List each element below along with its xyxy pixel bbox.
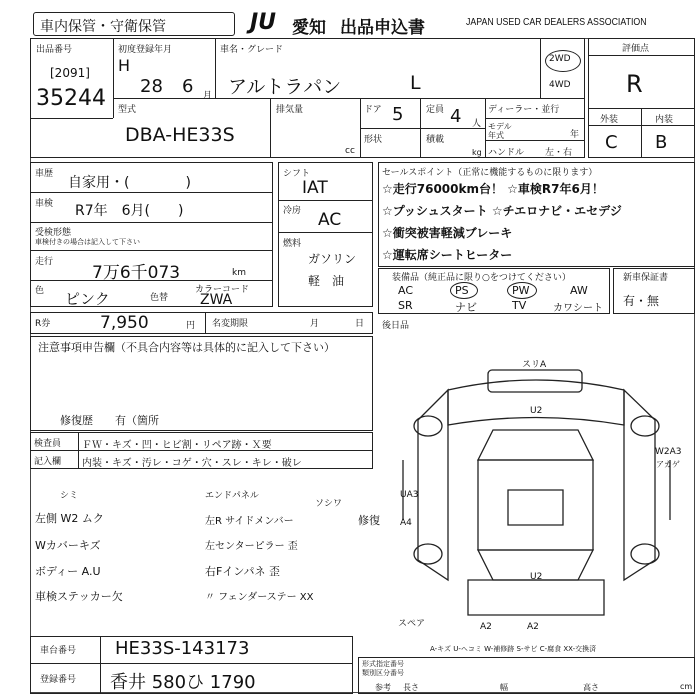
sales-line2: ☆プッシュスタート ☆チエロナビ・エセデジ	[382, 204, 622, 218]
exterior-grade: C	[605, 132, 618, 153]
equip-pw: PW	[512, 284, 530, 297]
note-7: Wカバーキズ	[35, 539, 101, 552]
equip-pw-circle	[507, 282, 537, 299]
org-name: 愛知	[292, 18, 326, 38]
diagram-a2-right: A2	[527, 622, 539, 632]
exhibit-no: 35244	[36, 86, 106, 111]
note-2: エンドパネル	[205, 491, 259, 501]
eval-score: R	[626, 70, 643, 98]
history-value: 自家用・( )	[68, 175, 191, 191]
day-label: 日	[355, 319, 365, 329]
equip-aw: AW	[570, 284, 588, 297]
handle-options: 左・右	[545, 148, 573, 158]
grade: L	[410, 72, 421, 94]
displacement-label: 排気量	[276, 105, 304, 115]
notes-title: 注意事項申告欄（不具合内容等は具体的に記入して下さい）	[38, 341, 335, 354]
recycle-label: R券	[35, 319, 51, 329]
shift-label: シフト	[283, 169, 311, 179]
note-9: ボディー A.U	[35, 565, 101, 578]
shift-value: IAT	[302, 178, 328, 198]
dealer-label: ディーラー・並行	[488, 105, 560, 115]
sales-points-title: セールスポイント（正常に機能するものに限ります）	[382, 168, 598, 178]
logo: JU	[250, 10, 277, 35]
model-label: 型式	[118, 105, 137, 115]
note-4: 左側 W2 ムク	[35, 512, 104, 525]
cm-unit: cm	[680, 682, 693, 691]
warranty-options: 有・無	[623, 294, 660, 308]
receive-note: 車検付きの場合は記入して下さい	[35, 238, 140, 246]
inspector-row1: ＦＷ・キズ・凹・ヒビ割・リペア跡・Ｘ要	[82, 440, 272, 451]
height-label: 高さ	[583, 683, 599, 692]
month-label: 月	[310, 319, 320, 329]
inspection-label: 車検	[35, 199, 54, 209]
eval-label: 評価点	[622, 44, 650, 54]
inspection-value: R7年 6月( )	[75, 203, 184, 219]
equip-ac: AC	[398, 284, 414, 297]
type-cert-label: 形式指定番号	[362, 660, 404, 668]
door-value: 5	[392, 104, 404, 125]
note-11: 車検ステッカー欠	[35, 590, 123, 603]
plate-label: 登録番号	[40, 675, 77, 685]
diagram-left-label1: UA3	[400, 490, 419, 500]
diagram-top-label: スリA	[522, 360, 547, 370]
equip-tv: TV	[512, 299, 527, 312]
warranty-label: 新車保証書	[623, 273, 669, 283]
diagram-left-label2: A4	[400, 518, 412, 528]
storage-label-box	[33, 12, 235, 36]
sales-line4: ☆運転席シートヒーター	[382, 248, 513, 262]
fuel-label: 燃料	[283, 239, 302, 249]
model-year-label2: 年式	[488, 131, 504, 140]
mileage-label: 走行	[35, 257, 54, 267]
equip-navi: ナビ	[455, 301, 477, 314]
load-label: 積載	[426, 135, 445, 145]
chassis-label: 車台番号	[40, 646, 77, 656]
equipment-title: 装備品（純正品に限り○をつけてください）	[392, 273, 571, 283]
door-label: ドア	[364, 105, 382, 115]
model-code: DBA-HE33S	[125, 124, 235, 146]
aircon-value: AC	[318, 210, 342, 230]
model-year-label1: モデル	[488, 122, 512, 131]
diagram-right-label1: W2A3	[655, 447, 682, 457]
inspector-label: 検査員	[34, 439, 62, 449]
note-1: シミ	[60, 491, 79, 501]
km-unit: km	[232, 268, 246, 278]
reg-month: 6	[182, 76, 194, 97]
exterior-label: 外装	[600, 115, 619, 125]
class-label: 類別区分番号	[362, 669, 404, 677]
equip-ps-circle	[450, 282, 478, 299]
plate-value: 香井 580ひ 1790	[110, 672, 256, 693]
diagram-right-label2: アカゲ	[656, 460, 680, 469]
exhibit-no-label: 出品番号	[36, 45, 73, 55]
equip-sr: SR	[398, 299, 413, 312]
month-unit: 月	[203, 91, 213, 101]
ref-label: 参考	[375, 683, 391, 692]
mileage-value: 7万6千073	[92, 263, 181, 283]
note-8: 左センターピラー 歪	[205, 541, 298, 552]
color-code-label: カラーコード	[195, 285, 250, 295]
diagram-a2-left: A2	[480, 622, 492, 632]
english-title: JAPAN USED CAR DEALERS ASSOCIATION	[466, 17, 647, 28]
note-10: 右Fインパネ 歪	[205, 565, 281, 578]
car-name-label: 車名・グレード	[220, 45, 284, 55]
color-change-label: 色替	[150, 293, 169, 303]
storage-label: 車内保管・守衛保管	[40, 19, 166, 35]
recycle-row	[30, 312, 373, 334]
fuel-diesel: 軽 油	[308, 274, 345, 288]
rear-label: 後日品	[382, 321, 410, 331]
car-diagram	[378, 330, 695, 635]
yen-unit: 円	[186, 321, 196, 331]
shape-label: 形状	[364, 135, 383, 145]
sales-line1: ☆走行76000km台！ ☆車検R7年6月！	[382, 182, 604, 196]
drive-4wd: 4WD	[549, 80, 571, 90]
chassis-value: HE33S-143173	[115, 638, 250, 659]
diagram-legend: A-キズ U-ヘコミ W-補修跡 S-サビ C-腐食 XX-交換済	[430, 645, 597, 653]
note-12: 〃 フェンダーステー XX	[205, 592, 314, 603]
kg-unit: kg	[472, 148, 482, 157]
capacity-unit: 人	[472, 119, 482, 129]
history-label: 車歴	[35, 169, 54, 179]
length-label: 長さ	[403, 683, 419, 692]
diagram-spare-label: スペア	[398, 619, 426, 629]
name-change-label: 名変期限	[212, 319, 249, 329]
equip-ps: PS	[455, 284, 469, 297]
cc-unit: cc	[345, 146, 355, 156]
note-5: 左R サイドメンバー	[205, 516, 294, 527]
car-name: アルトラパン	[228, 76, 342, 98]
equip-leather: カワシート	[553, 303, 603, 314]
aircon-label: 冷房	[283, 206, 302, 216]
drive-2wd: 2WD	[549, 54, 571, 64]
recycle-value: 7,950	[100, 313, 149, 333]
capacity-label: 定員	[426, 105, 445, 115]
interior-label: 内装	[655, 115, 674, 125]
receive-label: 受検形態	[35, 228, 72, 238]
reg-year: 28	[140, 76, 163, 97]
color-value: ピンク	[65, 290, 110, 308]
sales-line3: ☆衝突被害軽減ブレーキ	[382, 226, 513, 240]
diagram-rear-label: U2	[530, 572, 543, 582]
diagram-mid-label: U2	[530, 406, 543, 416]
interior-grade: B	[655, 132, 668, 153]
color-code-value: ZWA	[200, 292, 233, 308]
repair-label: 修復歴	[60, 414, 93, 427]
exhibit-bracket: [2091]	[50, 66, 90, 80]
width-label: 幅	[500, 683, 508, 692]
fuel-gas: ガソリン	[308, 252, 357, 266]
year-unit: 年	[570, 130, 580, 140]
era: H	[118, 56, 131, 75]
handle-label: ハンドル	[488, 148, 525, 158]
color-label: 色	[35, 286, 45, 296]
capacity-value: 4	[450, 106, 462, 127]
record-label: 記入欄	[34, 457, 62, 467]
form-title: 出品申込書	[340, 18, 425, 38]
note-6: 修復	[358, 514, 380, 527]
note-3: ソシワ	[315, 499, 343, 509]
first-reg-label: 初度登録年月	[118, 45, 173, 55]
inspector-row2: 内装・キズ・汚レ・コゲ・穴・スレ・キレ・破レ	[82, 458, 302, 469]
repair-value: 有（箇所	[115, 414, 159, 427]
